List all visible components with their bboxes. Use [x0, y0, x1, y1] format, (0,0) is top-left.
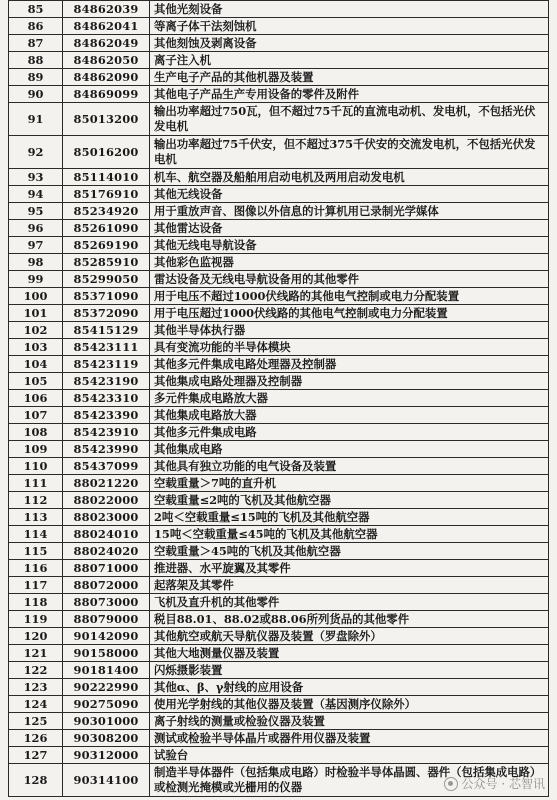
row-number: 115	[9, 543, 63, 560]
row-number: 118	[9, 594, 63, 611]
item-description: 具有变流功能的半导体模块	[150, 339, 549, 356]
row-number: 100	[9, 288, 63, 305]
row-number: 95	[9, 203, 63, 220]
item-description: 其他电子产品生产专用设备的零件及附件	[150, 86, 549, 103]
hs-code: 88021220	[63, 475, 150, 492]
hs-code: 85176910	[63, 186, 150, 203]
table-row	[9, 322, 549, 339]
item-description: 其他集成电路	[150, 441, 549, 458]
hs-code: 88071000	[63, 560, 150, 577]
table-row	[9, 577, 549, 594]
table-row	[9, 356, 549, 373]
row-number: 123	[9, 679, 63, 696]
item-description: 其他多元件集成电路处理器及控制器	[150, 356, 549, 373]
row-number: 128	[9, 764, 63, 797]
hs-code: 85423910	[63, 424, 150, 441]
item-description: 机车、航空器及船舶用启动电机及两用启动发电机	[150, 169, 549, 186]
table-body	[9, 1, 549, 797]
item-description: 其他光刻设备	[150, 1, 549, 18]
row-number: 116	[9, 560, 63, 577]
row-number: 92	[9, 136, 63, 169]
table-row	[9, 492, 549, 509]
table-row	[9, 103, 549, 136]
item-description: 闪烁摄影装置	[150, 662, 549, 679]
row-number: 88	[9, 52, 63, 69]
item-description: 其他无线设备	[150, 186, 549, 203]
row-number: 98	[9, 254, 63, 271]
row-number: 86	[9, 18, 63, 35]
hs-code: 90312000	[63, 747, 150, 764]
item-description: 其他彩色监视器	[150, 254, 549, 271]
table-row	[9, 373, 549, 390]
hs-code: 85415129	[63, 322, 150, 339]
row-number: 90	[9, 86, 63, 103]
hs-code: 90308200	[63, 730, 150, 747]
item-description: 推进器、水平旋翼及其零件	[150, 560, 549, 577]
hs-code: 85423390	[63, 407, 150, 424]
row-number: 117	[9, 577, 63, 594]
row-number: 112	[9, 492, 63, 509]
row-number: 125	[9, 713, 63, 730]
table-row	[9, 35, 549, 52]
row-number: 104	[9, 356, 63, 373]
table-row	[9, 52, 549, 69]
hs-code: 90158000	[63, 645, 150, 662]
hs-code: 88073000	[63, 594, 150, 611]
row-number: 120	[9, 628, 63, 645]
row-number: 85	[9, 1, 63, 18]
item-description: 其他具有独立功能的电气设备及装置	[150, 458, 549, 475]
table-row	[9, 594, 549, 611]
hs-code: 84862050	[63, 52, 150, 69]
table-row	[9, 1, 549, 18]
watermark	[444, 775, 545, 792]
item-description: 其他航空或航天导航仪器及装置（罗盘除外）	[150, 628, 549, 645]
item-description: 飞机及直升机的其他零件	[150, 594, 549, 611]
table-row	[9, 305, 549, 322]
hs-code: 85437099	[63, 458, 150, 475]
hs-code: 90222990	[63, 679, 150, 696]
row-number: 110	[9, 458, 63, 475]
item-description: 用于电压不超过1000伏线路的其他电气控制或电力分配装置	[150, 288, 549, 305]
item-description: 试验台	[150, 747, 549, 764]
table-row	[9, 526, 549, 543]
row-number: 119	[9, 611, 63, 628]
table-row	[9, 271, 549, 288]
item-description: 其他α、β、γ射线的应用设备	[150, 679, 549, 696]
row-number: 102	[9, 322, 63, 339]
row-number: 108	[9, 424, 63, 441]
row-number: 101	[9, 305, 63, 322]
table-row	[9, 186, 549, 203]
table-row	[9, 679, 549, 696]
hs-code: 90301000	[63, 713, 150, 730]
hs-code: 90314100	[63, 764, 150, 797]
table-row	[9, 390, 549, 407]
hs-code: 85372090	[63, 305, 150, 322]
item-description: 其他刻蚀及剥离设备	[150, 35, 549, 52]
row-number: 97	[9, 237, 63, 254]
table-row	[9, 730, 549, 747]
table-row	[9, 509, 549, 526]
row-number: 87	[9, 35, 63, 52]
table-row	[9, 86, 549, 103]
row-number: 126	[9, 730, 63, 747]
hs-code: 85285910	[63, 254, 150, 271]
tariff-code-table	[8, 0, 549, 797]
item-description: 其他集成电路放大器	[150, 407, 549, 424]
item-description: 等离子体干法刻蚀机	[150, 18, 549, 35]
table-row	[9, 169, 549, 186]
hs-code: 90181400	[63, 662, 150, 679]
row-number: 105	[9, 373, 63, 390]
hs-code: 88079000	[63, 611, 150, 628]
hs-code: 84862090	[63, 69, 150, 86]
table-row	[9, 441, 549, 458]
row-number: 93	[9, 169, 63, 186]
table-row	[9, 458, 549, 475]
hs-code: 90142090	[63, 628, 150, 645]
item-description: 其他半导体执行器	[150, 322, 549, 339]
hs-code: 88022000	[63, 492, 150, 509]
item-description: 测试或检验半导体晶片或器件用仪器及装置	[150, 730, 549, 747]
hs-code: 85423119	[63, 356, 150, 373]
hs-code: 85423190	[63, 373, 150, 390]
row-number: 114	[9, 526, 63, 543]
table-row	[9, 339, 549, 356]
hs-code: 90275090	[63, 696, 150, 713]
table-row	[9, 747, 549, 764]
table-row	[9, 560, 549, 577]
item-description: 空载重量＞7吨的直升机	[150, 475, 549, 492]
item-description: 空载重量＞45吨的飞机及其他航空器	[150, 543, 549, 560]
hs-code: 85299050	[63, 271, 150, 288]
item-description: 生产电子产品的其他机器及装置	[150, 69, 549, 86]
row-number: 94	[9, 186, 63, 203]
row-number: 91	[9, 103, 63, 136]
item-description: 其他雷达设备	[150, 220, 549, 237]
row-number: 113	[9, 509, 63, 526]
row-number: 107	[9, 407, 63, 424]
hs-code: 85234920	[63, 203, 150, 220]
row-number: 89	[9, 69, 63, 86]
hs-code: 84862039	[63, 1, 150, 18]
hs-code: 85371090	[63, 288, 150, 305]
hs-code: 85269190	[63, 237, 150, 254]
item-description: 其他多元件集成电路	[150, 424, 549, 441]
hs-code: 88072000	[63, 577, 150, 594]
table-row	[9, 662, 549, 679]
item-description: 离子注入机	[150, 52, 549, 69]
item-description: 其他集成电路处理器及控制器	[150, 373, 549, 390]
item-description: 制造半导体器件（包括集成电路）时检验半导体晶圆、器件（包括集成电路）或检测光掩模或光栅用的仪器	[150, 764, 549, 797]
item-description: 离子射线的测量或检验仪器及装置	[150, 713, 549, 730]
row-number: 122	[9, 662, 63, 679]
table-row	[9, 628, 549, 645]
row-number: 127	[9, 747, 63, 764]
item-description: 用于电压超过1000伏线路的其他电气控制或电力分配装置	[150, 305, 549, 322]
hs-code: 85114010	[63, 169, 150, 186]
table-row	[9, 475, 549, 492]
row-number: 99	[9, 271, 63, 288]
hs-code: 84862041	[63, 18, 150, 35]
row-number: 103	[9, 339, 63, 356]
table-row	[9, 136, 549, 169]
hs-code: 88024010	[63, 526, 150, 543]
hs-code: 85013200	[63, 103, 150, 136]
hs-code: 88024020	[63, 543, 150, 560]
table-row	[9, 69, 549, 86]
table-row	[9, 18, 549, 35]
item-description: 15吨＜空载重量≤45吨的飞机及其他航空器	[150, 526, 549, 543]
wechat-icon	[444, 777, 458, 791]
table-row	[9, 696, 549, 713]
hs-code: 85423990	[63, 441, 150, 458]
table-row	[9, 543, 549, 560]
hs-code: 84869099	[63, 86, 150, 103]
item-description: 使用光学射线的其他仪器及装置（基因测序仪除外）	[150, 696, 549, 713]
table-row	[9, 220, 549, 237]
table-row	[9, 237, 549, 254]
item-description: 其他无线电导航设备	[150, 237, 549, 254]
item-description: 税目88.01、88.02或88.06所列货品的其他零件	[150, 611, 549, 628]
item-description: 输出功率超过75千伏安，但不超过375千伏安的交流发电机，不包括光伏发电机	[150, 136, 549, 169]
row-number: 124	[9, 696, 63, 713]
row-number: 106	[9, 390, 63, 407]
row-number: 111	[9, 475, 63, 492]
item-description: 其他大地测量仪器及装置	[150, 645, 549, 662]
table-row	[9, 713, 549, 730]
table-row	[9, 645, 549, 662]
hs-code: 85423111	[63, 339, 150, 356]
row-number: 96	[9, 220, 63, 237]
item-description: 空载重量≤2吨的飞机及其他航空器	[150, 492, 549, 509]
item-description: 2吨＜空载重量≤15吨的飞机及其他航空器	[150, 509, 549, 526]
hs-code: 85423310	[63, 390, 150, 407]
table-row	[9, 407, 549, 424]
hs-code: 88023000	[63, 509, 150, 526]
table-row	[9, 424, 549, 441]
item-description: 起落架及其零件	[150, 577, 549, 594]
table-row	[9, 203, 549, 220]
item-description: 用于重放声音、图像以外信息的计算机用已录制光学媒体	[150, 203, 549, 220]
hs-code: 85016200	[63, 136, 150, 169]
item-description: 雷达设备及无线电导航设备用的其他零件	[150, 271, 549, 288]
item-description: 多元件集成电路放大器	[150, 390, 549, 407]
item-description: 输出功率超过750瓦，但不超过75千瓦的直流电动机、发电机，不包括光伏发电机	[150, 103, 549, 136]
table-row	[9, 254, 549, 271]
hs-code: 84862049	[63, 35, 150, 52]
row-number: 121	[9, 645, 63, 662]
table-row	[9, 288, 549, 305]
table-row	[9, 611, 549, 628]
row-number: 109	[9, 441, 63, 458]
watermark-text: 公众号 · 芯智讯	[461, 777, 545, 791]
hs-code: 85261090	[63, 220, 150, 237]
